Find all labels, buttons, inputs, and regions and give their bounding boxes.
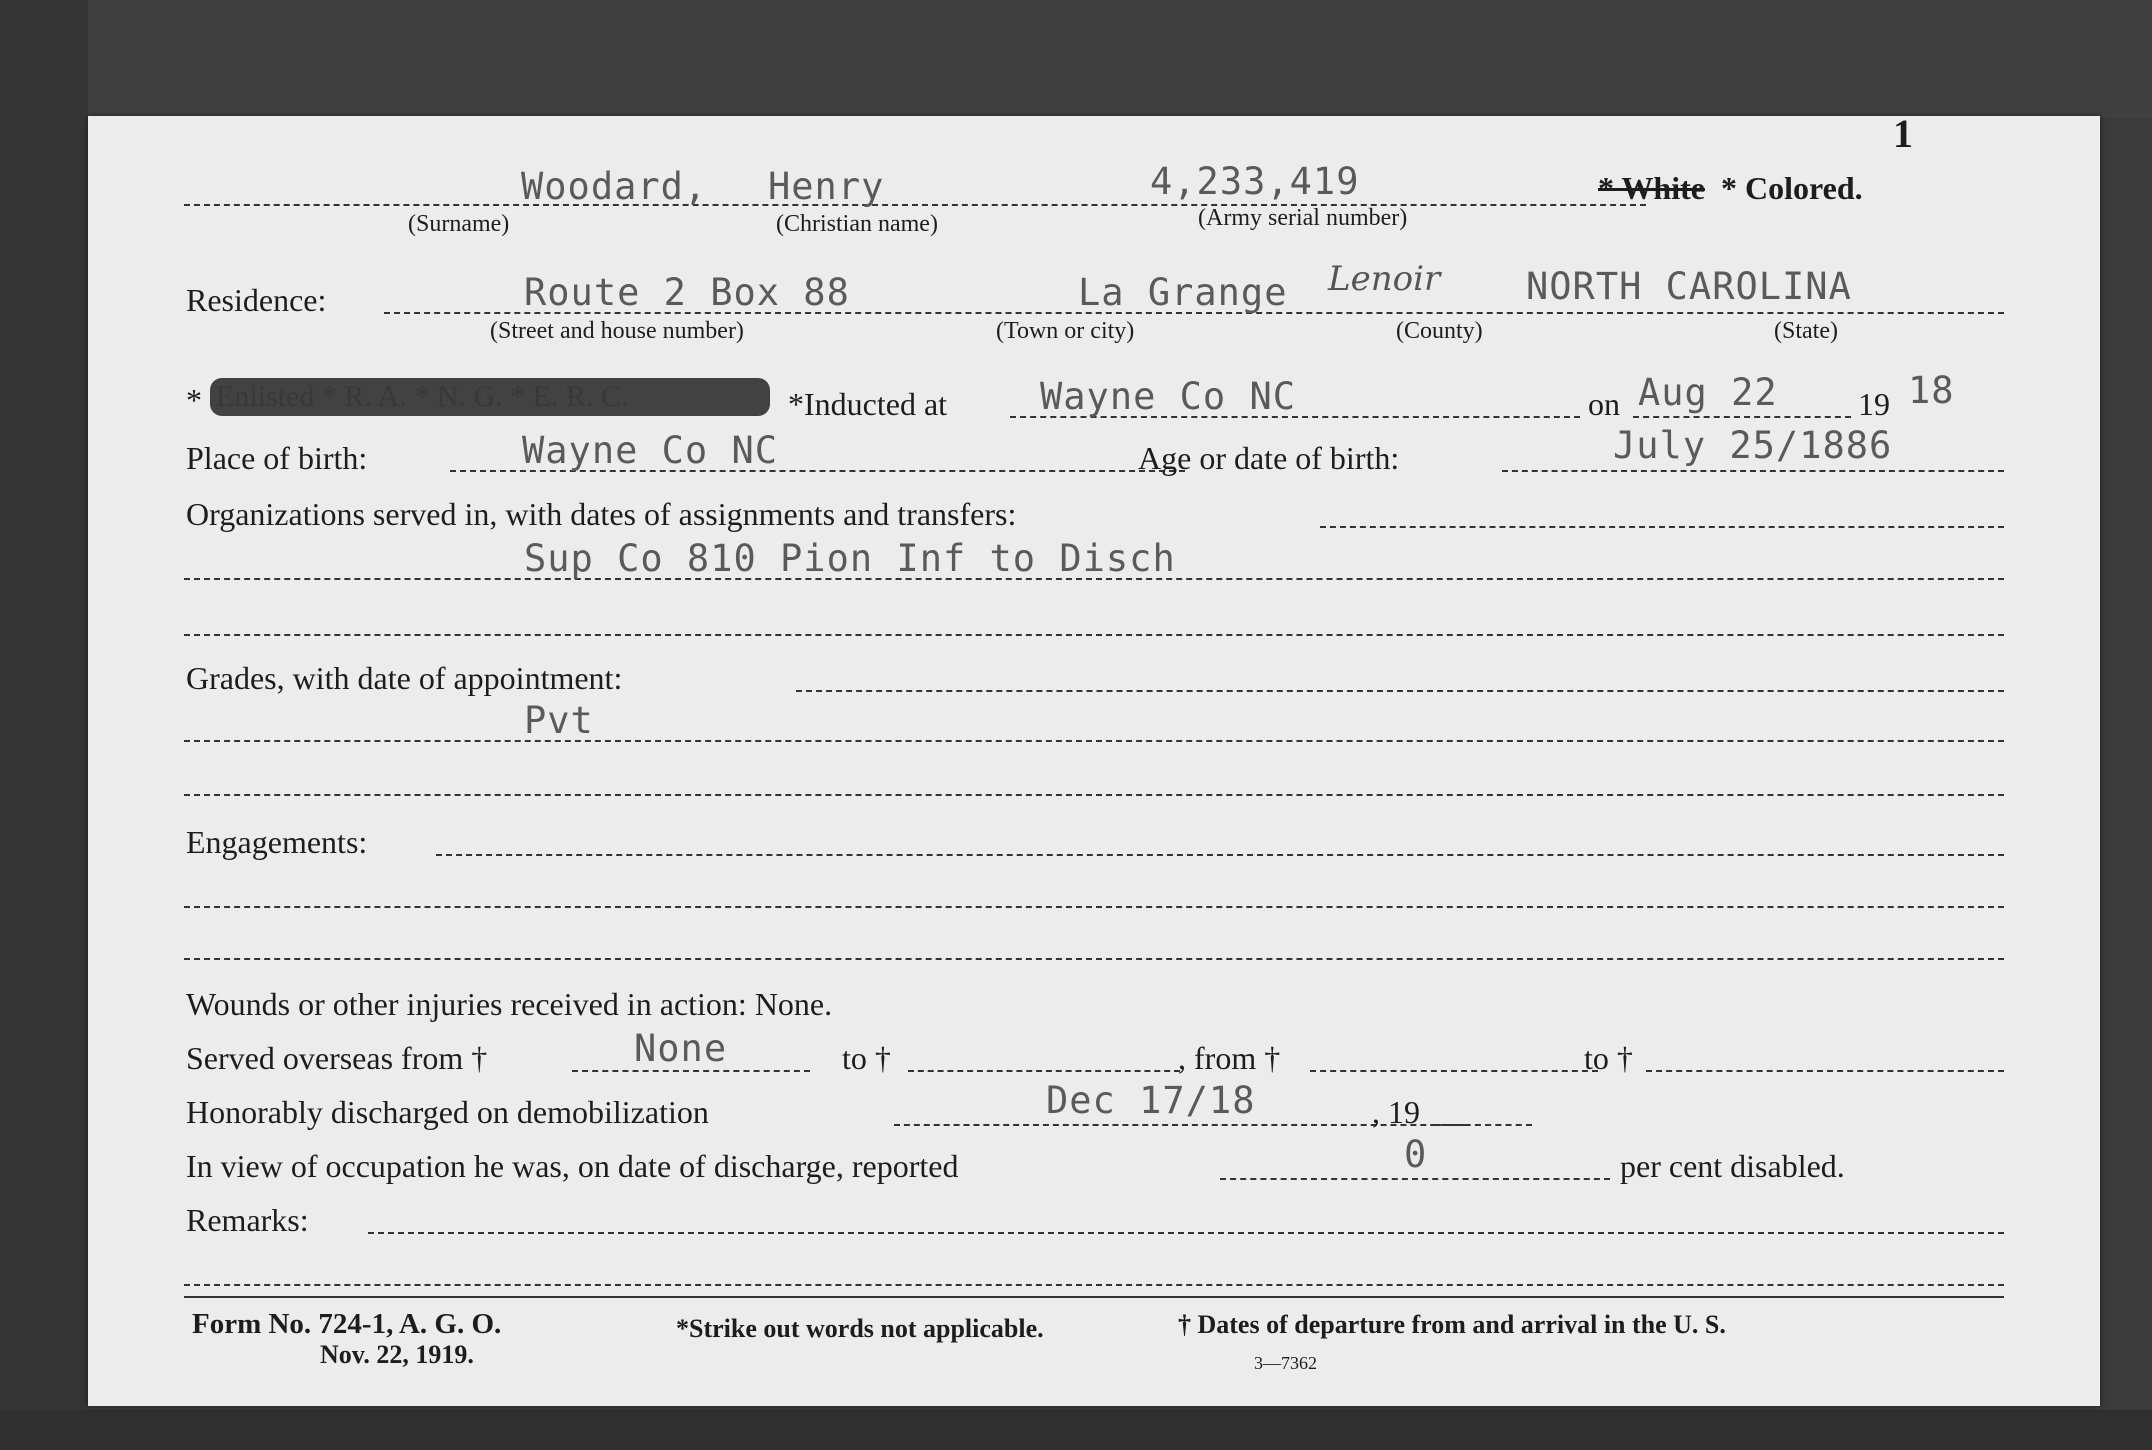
grades-line-2 — [184, 740, 2004, 742]
scan-background-bottom — [0, 1410, 2152, 1450]
induction-date-line — [1633, 416, 1851, 418]
disability-label: In view of occupation he was, on date of discharge, reported — [186, 1148, 959, 1184]
overseas-to2-label: to † — [1584, 1040, 1633, 1076]
race-colored: * Colored. — [1721, 170, 1863, 206]
scan-background-left — [0, 0, 88, 1450]
county-value: Lenoir — [1328, 259, 1441, 299]
age-label: Age or date of birth: — [1138, 440, 1400, 476]
street-value: Route 2 Box 88 — [524, 271, 850, 314]
organizations-value: Sup Co 810 Pion Inf to Disch — [524, 537, 1176, 580]
surname-value: Woodard, — [521, 165, 708, 208]
discharge-year-line — [1434, 1124, 1532, 1126]
state-caption: (State) — [1774, 318, 1838, 344]
inducted-at-label: *Inducted at — [788, 386, 948, 422]
discharge-label: Honorably discharged on demobilization — [186, 1094, 709, 1130]
disability-line — [1220, 1178, 1610, 1180]
wounds-label: Wounds or other injuries received in action: None. — [186, 986, 833, 1022]
print-code: 3—7362 — [1254, 1353, 1317, 1373]
induction-year-value: 18 — [1908, 369, 1955, 412]
induction-asterisk: * — [186, 382, 202, 418]
engagements-line-2 — [184, 906, 2004, 908]
disability-suffix: per cent disabled. — [1620, 1148, 1845, 1184]
overseas-to-label: to † — [842, 1040, 891, 1076]
induction-place-value: Wayne Co NC — [1040, 375, 1297, 418]
induction-year-prefix: 19 — [1858, 386, 1890, 422]
remarks-line-1 — [368, 1232, 2004, 1234]
birth-place-label: Place of birth: — [186, 440, 368, 476]
footer-rule — [184, 1296, 2004, 1298]
overseas-to2-line — [1646, 1070, 2004, 1072]
dates-note: † Dates of departure from and arrival in the U. S. — [1178, 1310, 1726, 1339]
grades-label: Grades, with date of appointment: — [186, 660, 623, 696]
overseas-to-line — [908, 1070, 1180, 1072]
overseas-from-label: Served overseas from † — [186, 1040, 488, 1076]
birth-date-value: July 25/1886 — [1613, 424, 1893, 467]
birth-place-value: Wayne Co NC — [522, 429, 779, 472]
form-date: Nov. 22, 1919. — [320, 1340, 474, 1369]
overseas-from-line — [572, 1070, 810, 1072]
christian-name-caption: (Christian name) — [776, 211, 938, 237]
grades-line-3 — [184, 794, 2004, 796]
serial-number-caption: (Army serial number) — [1198, 205, 1408, 231]
engagements-line-3 — [184, 958, 2004, 960]
overseas-from2-label: , from † — [1178, 1040, 1281, 1076]
organizations-line-1 — [1320, 526, 2004, 528]
name-line — [184, 204, 1646, 206]
christian-name-value: Henry — [768, 165, 885, 208]
town-caption: (Town or city) — [996, 318, 1135, 344]
organizations-label: Organizations served in, with dates of assignments and transfers: — [186, 496, 1017, 532]
engagements-line-1 — [436, 854, 2004, 856]
race-white-struck: * White — [1598, 170, 1705, 206]
induction-on-label: on — [1588, 386, 1620, 422]
overseas-from2-line — [1310, 1070, 1598, 1072]
strike-note: *Strike out words not applicable. — [676, 1314, 1044, 1343]
grades-value: Pvt — [524, 699, 594, 742]
discharge-date-value: Dec 17/18 — [1046, 1079, 1256, 1122]
serial-number-value: 4,233,419 — [1150, 160, 1360, 203]
grades-line-1 — [796, 690, 2004, 692]
engagements-label: Engagements: — [186, 824, 368, 860]
disability-value: 0 — [1404, 1133, 1428, 1176]
card-number: 1 — [1893, 111, 1913, 156]
organizations-line-3 — [184, 634, 2004, 636]
scan-background-top — [0, 0, 2152, 118]
induction-date-value: Aug 22 — [1638, 371, 1778, 414]
birth-date-line — [1502, 470, 2004, 472]
discharge-year-label: , 19 — [1372, 1094, 1420, 1130]
remarks-label: Remarks: — [186, 1202, 309, 1238]
record-card — [88, 111, 2100, 1406]
residence-label: Residence: — [186, 282, 327, 318]
state-value: NORTH CAROLINA — [1526, 265, 1852, 308]
redaction-mark — [210, 378, 770, 416]
county-caption: (County) — [1396, 318, 1483, 344]
surname-caption: (Surname) — [408, 211, 510, 237]
town-value: La Grange — [1078, 271, 1288, 314]
remarks-line-2 — [184, 1284, 2004, 1286]
overseas-from-value: None — [634, 1027, 728, 1070]
form-number: Form No. 724-1, A. G. O. — [192, 1308, 502, 1340]
street-caption: (Street and house number) — [490, 318, 744, 344]
